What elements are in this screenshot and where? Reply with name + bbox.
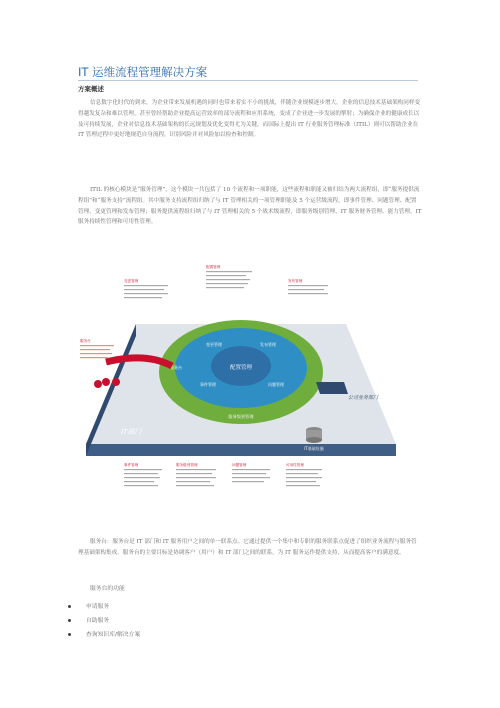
ring-label-release: 发布管理 <box>260 342 276 347</box>
svg-text:发布管理: 发布管理 <box>288 279 303 283</box>
customer-icon <box>102 378 110 386</box>
functions-heading: 服务台的功能 <box>90 586 125 592</box>
ring-label-incident: 事件管理 <box>200 382 216 387</box>
overview-paragraph-1: 信息数字化时代的到来，为企业带来发展机遇的同时也带来着实不小的挑战，伴随企业规模逐步增大，企业的信息技术基础架构同样变得越发复杂和难以管理，甚至曾经帮助企业提高运营效率的部分流程和应用系统，变成了企业进一步发展的掣肘；为确保企业的健康成长以及可持续发展，企业对信息技术基础架构的长远规划及优化变得尤为关键，而国际上提出 IT 行业服务管理标准（ITIL）则可以帮助企业在 IT 管理过程中更好地规范自身流程，识别风险并对风险加以检查和控制。 <box>78 100 421 139</box>
service-desk-paragraph: 服务台：服务台是 IT 部门和 IT 服务用户之间的单一联系点。它通过提供一个集中和专职的服务联系点促进了组织业务流程与服务管理基础架构集成。服务台的主要目标是协调客户（用户）和 IT 部门之间的联系，为 IT 服务运作提供支持，从而提高客户的满意度。 <box>78 539 417 556</box>
svg-text:配置管理: 配置管理 <box>206 265 221 269</box>
section-heading: 方案概述 <box>78 85 104 93</box>
business-shape <box>316 382 348 394</box>
list-item: 申请服务 <box>68 600 140 614</box>
list-item: 自助服务 <box>68 614 140 628</box>
svg-text:问题管理: 问题管理 <box>232 463 247 467</box>
bullet-icon <box>68 619 71 622</box>
note-incident <box>124 462 162 486</box>
platform-edge <box>86 444 396 456</box>
business-dept-label: 公司业务部门 <box>348 395 379 401</box>
ring-label-change: 变更管理 <box>206 342 222 347</box>
ring-label-slm: 服务级别管理 <box>228 414 254 419</box>
list-item: 查询知识库/解决方案 <box>68 628 140 642</box>
bullet-icon <box>68 605 71 608</box>
svg-text:事件管理: 事件管理 <box>124 463 139 467</box>
page-title: IT 运维流程管理解决方案 <box>78 65 208 79</box>
ring-label-servicedesk: 服务台 <box>170 365 182 370</box>
note-availability <box>286 462 322 486</box>
bullet-icon <box>68 633 71 636</box>
svg-text:可用性管理: 可用性管理 <box>286 463 304 467</box>
overview-paragraph-2: ITIL 的核心模块是“服务管理”，这个模块一共包括了 10 个流程和一项职能，这些流程和职能又被归结为两大流程组，即“服务提供流程组”和“服务支持”流程组。其中服务支持流程组归纳了与 IT 管理相关的一项管理职能及 5 个运营级流程，即事件管理、问题管理、配置管理、变更管理和发布管理；服务提供流程组归纳了与 IT 管理相关的 5 个战术级流程，即服务级别管理、IT 服务财务管理、能力管理、IT 服务持续性管理和可用性管理。 <box>78 187 422 226</box>
note-slm <box>176 462 216 486</box>
svg-text:服务级别管理: 服务级别管理 <box>176 463 198 467</box>
note-release <box>288 278 328 294</box>
center-label: 配置管理 <box>229 365 253 371</box>
note-servicedesk <box>80 338 114 358</box>
it-infra-label: IT基础设施 <box>304 446 324 451</box>
ring-label-problem: 问题管理 <box>268 382 284 387</box>
svg-text:服务台: 服务台 <box>80 339 91 343</box>
note-change <box>124 278 168 298</box>
it-dept-label: IT部门 <box>121 428 142 436</box>
itil-process-diagram <box>76 254 406 504</box>
title-divider <box>78 80 418 81</box>
functions-list <box>68 600 140 642</box>
svg-text:变更管理: 变更管理 <box>124 279 139 283</box>
note-config <box>206 264 252 288</box>
note-problem <box>232 462 270 482</box>
